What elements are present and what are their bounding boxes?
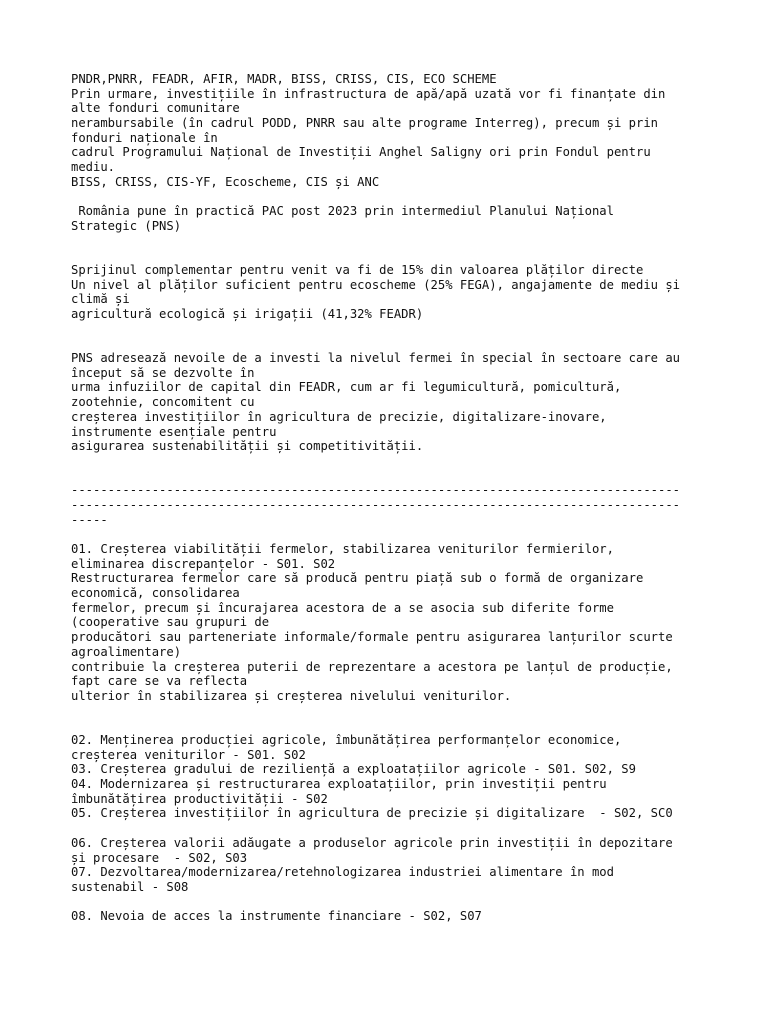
- text-line: 04. Modernizarea și restructurarea exploatațiilor, prin investiții pentru: [71, 777, 607, 792]
- blank-line: [71, 454, 701, 483]
- text-line: nerambursabile (în cadrul PODD, PNRR sau alte programe Interreg), precum și prin: [71, 116, 658, 131]
- text-line: Sprijinul complementar pentru venit va fi de 15% din valoarea plăților directe: [71, 262, 644, 277]
- text-line: urma infuziilor de capital din FEADR, cum ar fi legumicultură, pomicultură,: [71, 380, 622, 395]
- separator-line: -----: [71, 512, 108, 527]
- text-line: Restructurarea fermelor care să producă pentru piață sub o formă de organizare: [71, 571, 644, 586]
- text-line: îmbunătățirea productivității - S02: [71, 791, 328, 806]
- needs-02-05-block: [71, 733, 701, 821]
- separator-line: -----------------------------------------------------------------------------------: [71, 483, 681, 498]
- text-line: agroalimentare): [71, 644, 182, 659]
- pns-needs-block: [71, 351, 701, 454]
- text-line: 08. Nevoia de acces la instrumente financiare - S02, S07: [71, 909, 482, 924]
- text-line: contribuie la creșterea puterii de reprezentare a acestora pe lanțul de producție,: [71, 659, 673, 674]
- blank-line: [71, 821, 701, 836]
- text-line: (cooperative sau grupuri de: [71, 615, 270, 630]
- text-line: 02. Menținerea producției agricole, îmbunătățirea performanțelor economice,: [71, 733, 622, 747]
- text-line: creșterea veniturilor - S01. S02: [71, 747, 306, 762]
- text-line: cadrul Programului Național de Investiții Anghel Saligny ori prin Fondul pentru: [71, 145, 651, 160]
- blank-line: [71, 704, 701, 733]
- text-line: început să se dezvolte în: [71, 365, 255, 380]
- text-line: Un nivel al plăților suficient pentru ecoscheme (25% FEGA), angajamente de mediu și: [71, 277, 681, 292]
- blank-line: [71, 895, 701, 910]
- text-line: PNDR,PNRR, FEADR, AFIR, MADR, BISS, CRISS, CIS, ECO SCHEME: [71, 72, 497, 86]
- support-block: [71, 263, 701, 322]
- text-line: 03. Creșterea gradului de reziliență a exploatațiilor agricole - S01. S02, S9: [71, 762, 636, 777]
- text-line: zootehnie, concomitent cu: [71, 395, 255, 410]
- text-line: și procesare - S02, S03: [71, 850, 248, 865]
- need-08-block: [71, 909, 701, 924]
- need-01-block: [71, 542, 701, 704]
- text-line: Strategic (PNS): [71, 218, 182, 233]
- text-line: agricultură ecologică și irigații (41,32% FEADR): [71, 307, 424, 322]
- text-line: producători sau parteneriate informale/formale pentru asigurarea lanțurilor scurte: [71, 630, 673, 645]
- text-line: creșterea investițiilor în agricultura de precizie, digitalizare-inovare,: [71, 409, 607, 424]
- text-line: fonduri naționale în: [71, 130, 218, 145]
- text-line: 07. Dezvoltarea/modernizarea/retehnologizarea industriei alimentare în mod: [71, 865, 614, 880]
- header-block: [71, 72, 701, 190]
- text-line: fapt care se va reflecta: [71, 674, 248, 689]
- text-line: Prin urmare, investițiile în infrastructura de apă/apă uzată vor fi finanțate din: [71, 86, 666, 101]
- text-line: 06. Creșterea valorii adăugate a produselor agricole prin investiții în depozitare: [71, 835, 673, 850]
- text-line: climă și: [71, 292, 130, 307]
- text-line: alte fonduri comunitare: [71, 101, 240, 116]
- text-line: asigurarea sustenabilității și competitivității.: [71, 439, 424, 454]
- separator-block: [71, 483, 701, 527]
- text-line: instrumente esențiale pentru: [71, 424, 277, 439]
- text-line: mediu.: [71, 160, 116, 175]
- separator-line: -----------------------------------------------------------------------------------: [71, 497, 681, 512]
- document-page: [71, 72, 701, 924]
- text-line: 01. Creșterea viabilității fermelor, stabilizarea veniturilor fermierilor,: [71, 542, 614, 557]
- blank-line: [71, 234, 701, 263]
- text-line: economică, consolidarea: [71, 586, 240, 601]
- needs-06-07-block: [71, 836, 701, 895]
- text-line: 05. Creșterea investițiilor în agricultura de precizie și digitalizare - S02, SC0: [71, 806, 673, 821]
- text-line: sustenabil - S08: [71, 879, 189, 894]
- blank-line: [71, 527, 701, 542]
- text-line: PNS adresează nevoile de a investi la nivelul fermei în special în sectoare care au: [71, 351, 681, 366]
- text-line: eliminarea discrepanțelor - S01. S02: [71, 556, 336, 571]
- text-line: ulterior în stabilizarea și creșterea nivelului veniturilor.: [71, 688, 512, 703]
- text-line: BISS, CRISS, CIS-YF, Ecoscheme, CIS și ANC: [71, 174, 380, 189]
- text-line: România pune în practică PAC post 2023 prin intermediul Planului Național: [71, 204, 614, 219]
- pns-intro-block: [71, 204, 701, 233]
- blank-line: [71, 322, 701, 351]
- text-line: fermelor, precum și încurajarea acestora de a se asocia sub diferite forme: [71, 600, 614, 615]
- blank-line: [71, 190, 701, 205]
